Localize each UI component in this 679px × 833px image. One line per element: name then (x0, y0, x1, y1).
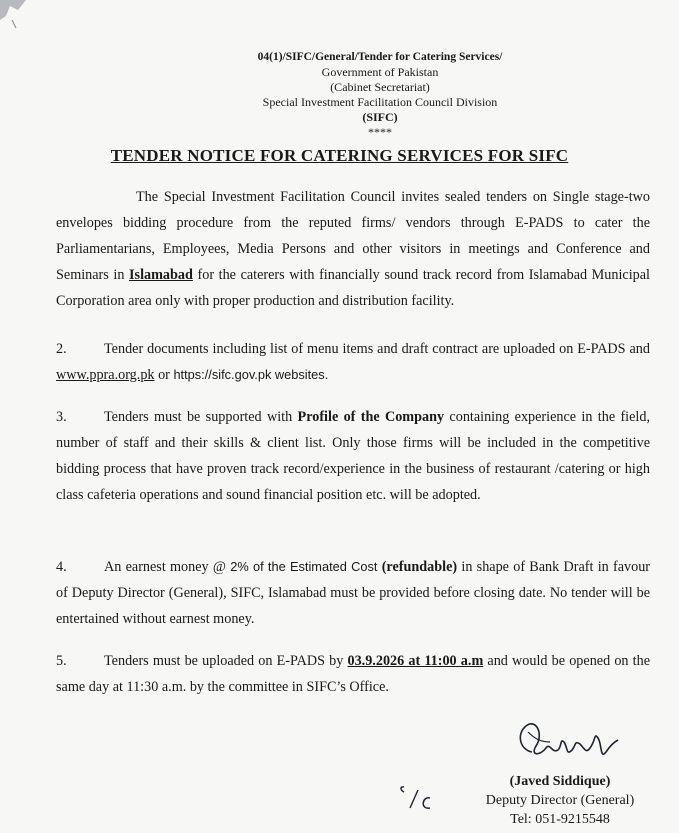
header-secretariat: (Cabinet Secretariat) (330, 80, 430, 94)
header-government: Government of Pakistan (321, 65, 439, 79)
header-org: (SIFC) (362, 110, 398, 124)
header-stars: **** (368, 125, 392, 139)
city-name: Islamabad (129, 267, 193, 283)
signatory-telephone: Tel: 051-9215548 (510, 812, 610, 827)
paragraph-3: 3. Tenders must be supported with Profile of the Company containing experience in the field, number of staff and their skills & client list. Only those firms will be included in the competitive bidding process that have proven track record/experience in the business of restaurant /catering or high class cafeteria operations and sound financial position etc. will be adopted. (56, 409, 650, 503)
reference-number: 04(1)/SIFC/General/Tender for Catering Services/ (257, 51, 503, 63)
sifc-link[interactable]: https://sifc.gov.pk websites. (173, 367, 329, 382)
paragraph-1: The Special Investment Facilitation Council invites sealed tenders on Single stage-two envelopes bidding procedure from the reputed firms/ vendors through E-PADS to cater the Parliamentarians, Employees, Media Persons and other visitors in meetings and Conference and Seminars in Islamabad for the caterers with financially sound track record from Islamabad Municipal Corporation area only with proper production and distribution facility. (56, 189, 650, 309)
scan-corner-mark (0, 0, 40, 40)
signatory-name: (Javed Siddique) (509, 774, 611, 789)
deadline: 03.9.2026 at 11:00 a.m (347, 653, 484, 669)
signatory-block (460, 772, 660, 829)
initials-mark (398, 784, 438, 814)
signature-image (510, 712, 630, 772)
paragraph-4: 4. An earnest money @ 2% of the Estimated Cost (refundable) in shape of Bank Draft in favour of Deputy Director (General), SIFC, Islamabad must be provided before closing date. No tender will be entertained without earnest money. (56, 559, 651, 627)
paragraph-2: 2. Tender documents including list of menu items and draft contract are uploaded on E-PADS and www.ppra.org.pk or https://sifc.gov.pk websites. (56, 341, 650, 383)
header-division: Special Investment Facilitation Council Division (262, 95, 498, 109)
document-header (230, 50, 530, 140)
company-profile-emphasis: Profile of the Company (297, 409, 445, 425)
paragraph-5: 5. Tenders must be uploaded on E-PADS by 03.9.2026 at 11:00 a.m and would be opened on the same day at 11:30 a.m. by the committee in SIFC’s Office. (56, 653, 650, 695)
ppra-link[interactable]: www.ppra.org.pk (56, 367, 155, 383)
signatory-designation: Deputy Director (General) (485, 793, 635, 808)
page-title: TENDER NOTICE FOR CATERING SERVICES FOR SIFC (110, 146, 569, 165)
